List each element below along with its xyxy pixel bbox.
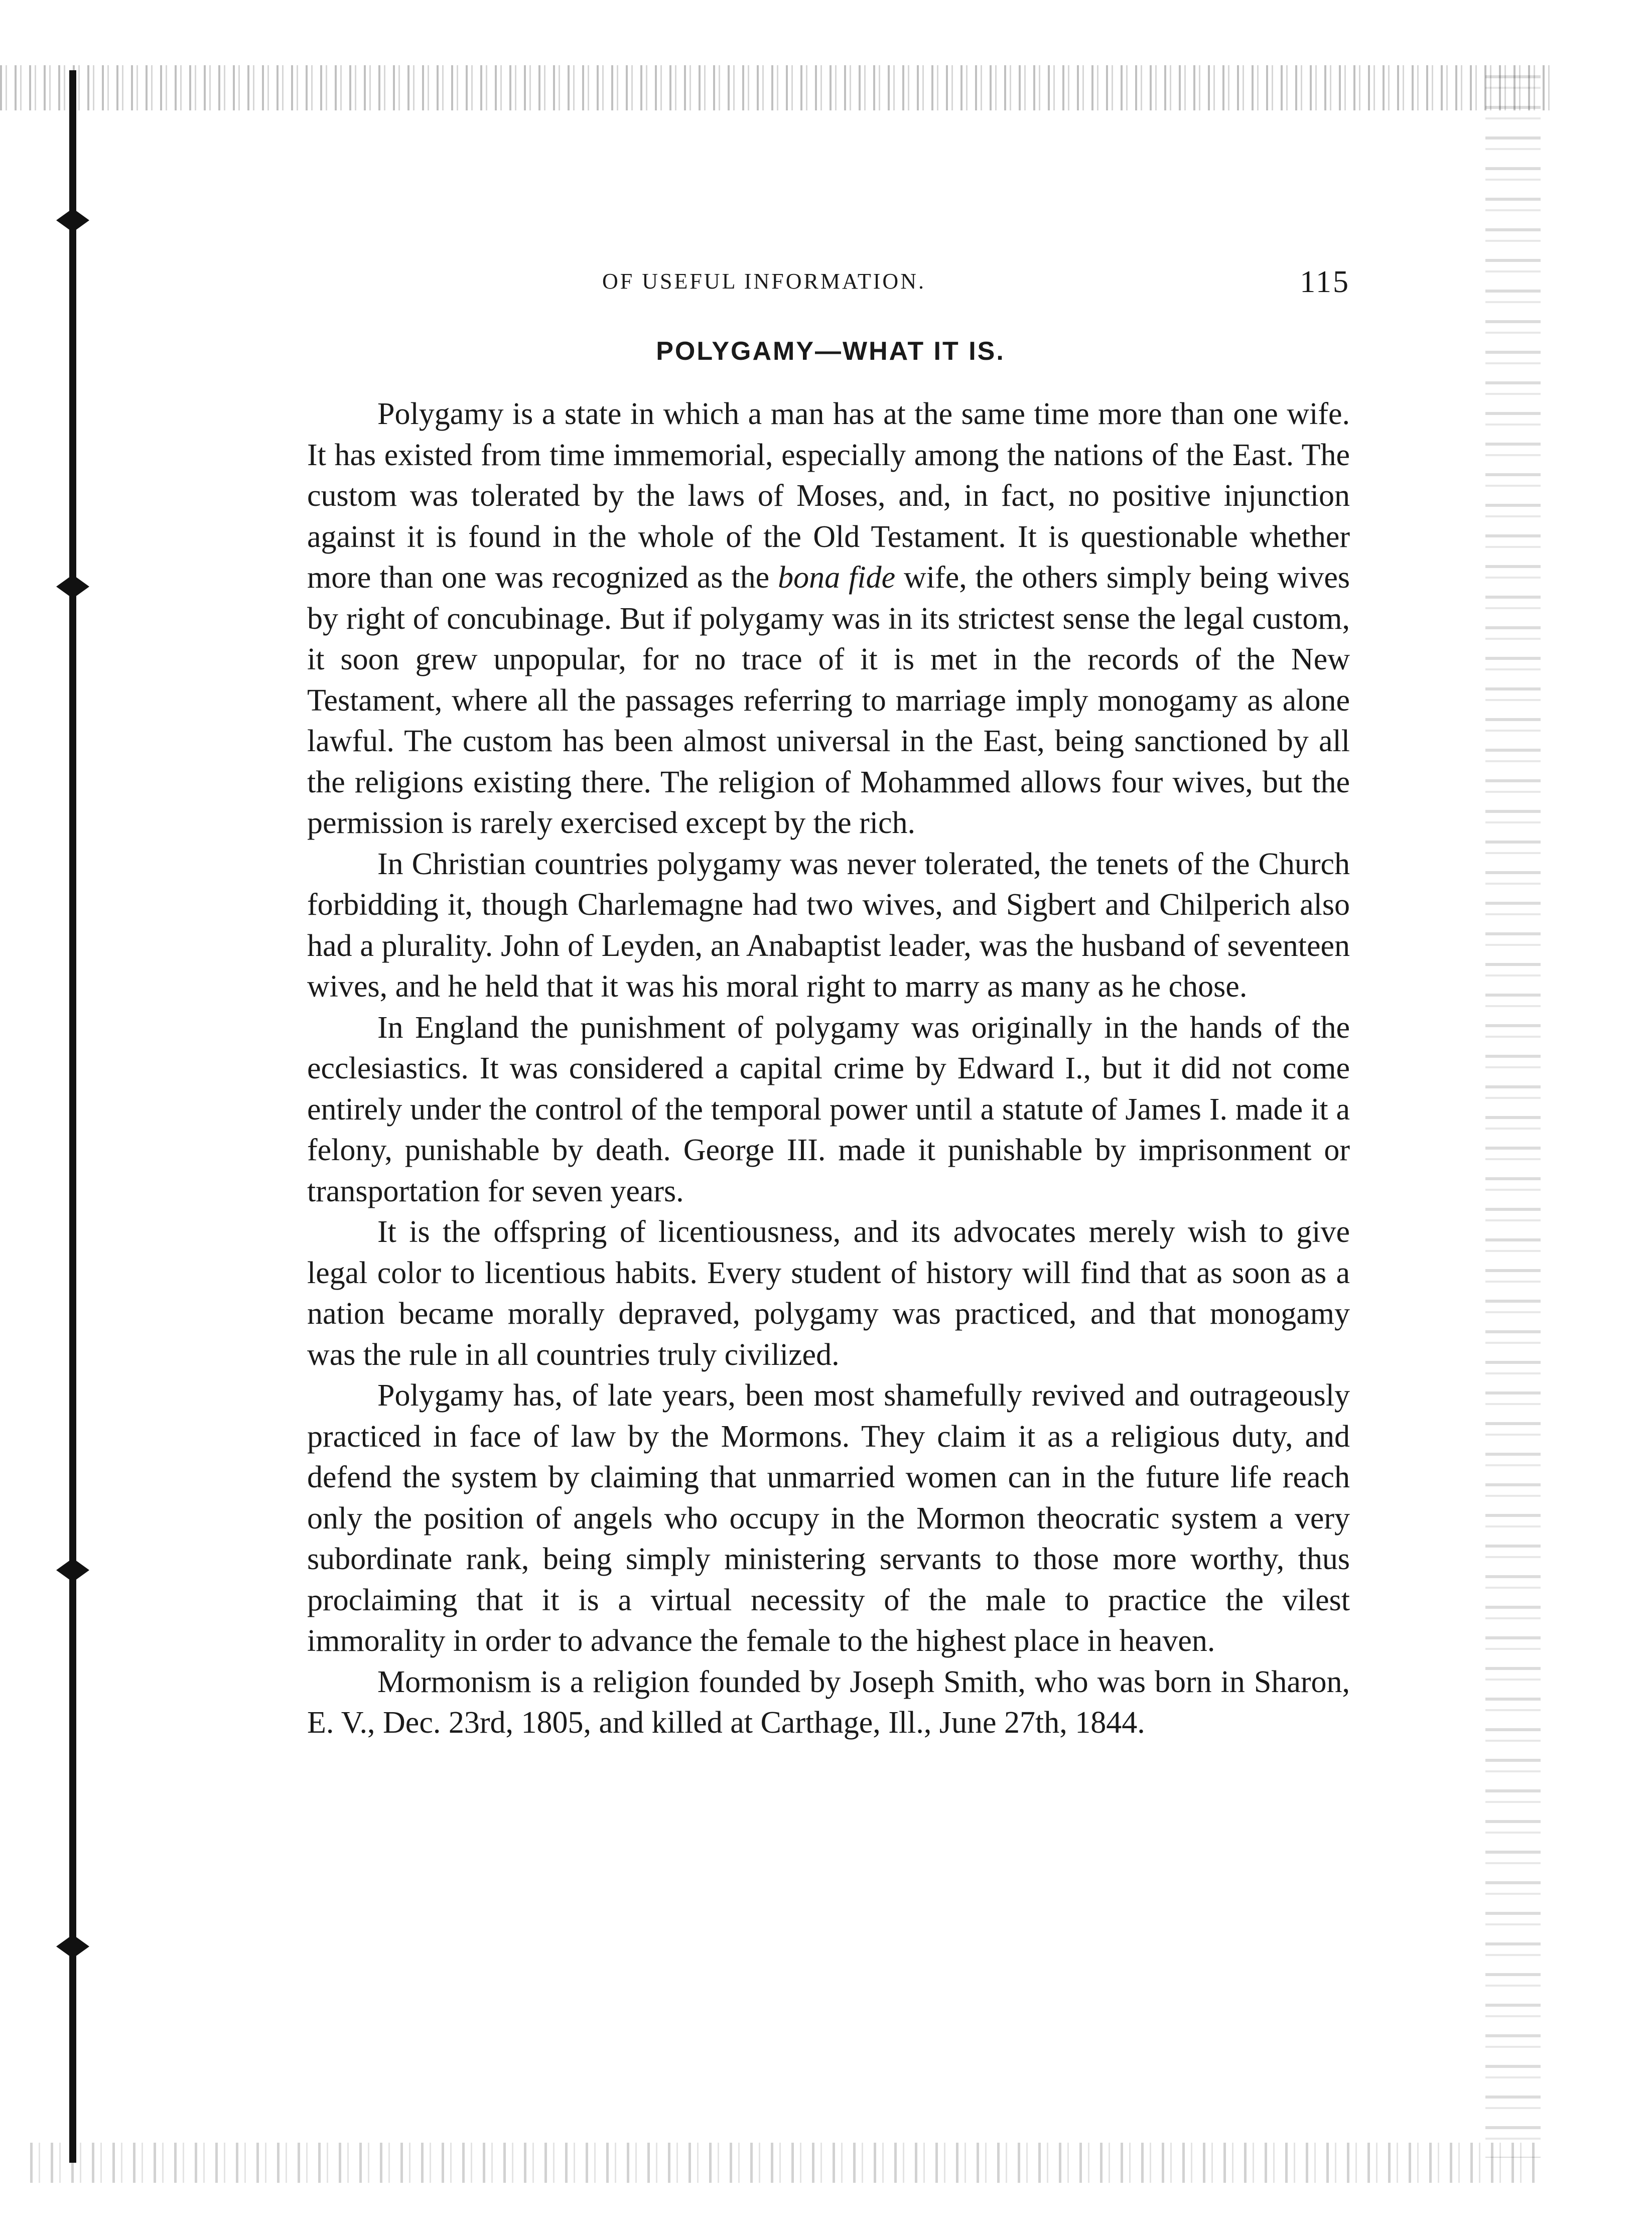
body-text [307,394,1350,1744]
paragraph: Polygamy has, of late years, been most shamefully revived and outrageously practiced in face of law by the Mormons. They claim it as a religious duty, and defend the system by claiming that unmarried women can in the future life reach only the position of angels who occupy in the Mormon theocratic system a very subordinate rank, being simply ministering servants to those more worthy, thus proclaiming that it is a virtual necessity of the male to practice the vilest immorality in order to advance the female to the highest place in heaven. [307,1378,1350,1658]
scan-noise-right [1485,75,1541,2158]
binding-mark [56,577,89,596]
running-title: OF USEFUL INFORMATION. [602,269,926,294]
italic-phrase: bona fide [778,561,896,595]
running-head [311,265,1350,299]
paragraph: It is the offspring of licentiousness, and its advocates merely wish to give legal color to licentious habits. Every student of history will find that as soon as a nation became morally depraved, polygamy was practiced, and that monogamy was the rule in all countries truly civilized. [307,1215,1350,1372]
binding-mark [56,211,89,230]
paragraph: In England the punishment of polygamy was originally in the hands of the ecclesiastics. It was considered a capital crime by Edward I., but it did not come entirely under the control of the temporal power until a statute of James I. made it a felony, punishable by death. George III. made it punishable by imprisonment or transportation for seven years. [307,1010,1350,1208]
binding-mark [56,1561,89,1580]
binding-mark [56,1937,89,1956]
paragraph: Mormonism is a religion founded by Joseph Smith, who was born in Sharon, E. V., Dec. 23rd, 1805, and killed at Carthage, Ill., June 27th, 1844. [307,1664,1350,1740]
scan-noise-bottom [30,2143,1536,2183]
scan-noise-top [0,65,1556,110]
section-heading: POLYGAMY—WHAT IT IS. [656,337,1005,366]
binding-edge [69,70,76,2163]
page-number: 115 [1300,265,1350,299]
paragraph: In Christian countries polygamy was never tolerated, the tenets of the Church forbidding it, though Charlemagne had two wives, and Sigbert and Chilperich also had a plurality. John of Leyden, an Anabaptist leader, was the husband of seventeen wives, and he held that it was his moral right to marry as many as he chose. [307,847,1350,1004]
paragraph: Polygamy is a state in which a man has at the same time more than one wife. It has existed from time immemorial, especially among the nations of the East. The custom was tolerated by the laws of Moses, and, in fact, no positive injunction against it is found in the whole of the Old Testament. It is questionable whether more than one was recognized as the bona fide wife, the others simply being wives by right of concubinage. But if polygamy was in its strictest sense the legal custom, it soon grew unpopular, for no trace of it is met in the records of the New Testament, where all the passages referring to marriage imply monogamy as alone lawful. The custom has been almost universal in the East, being sanctioned by all the religions existing there. The religion of Mohammed allows four wives, but the permission is rarely exercised except by the rich. [307,397,1350,840]
